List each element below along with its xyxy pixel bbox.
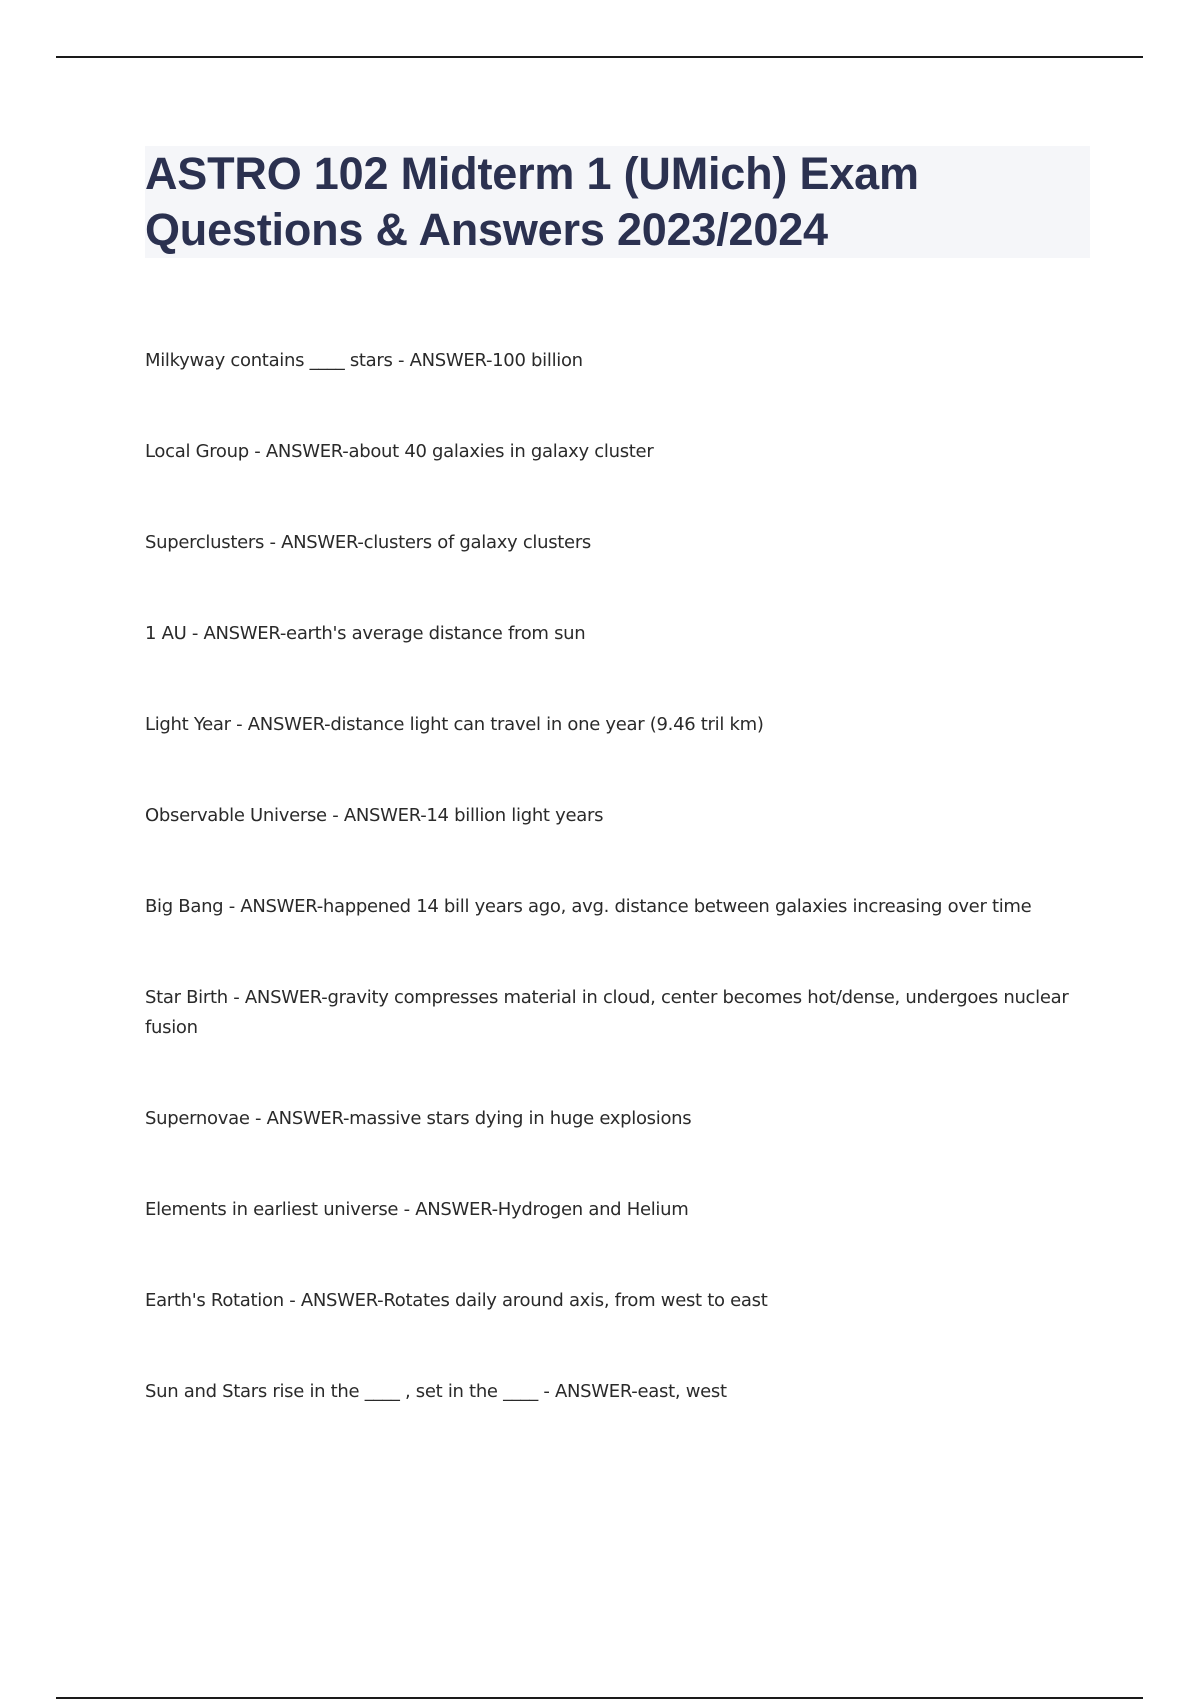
qa-item: 1 AU - ANSWER-earth's average distance from sun [145,623,586,644]
qa-item: Observable Universe - ANSWER-14 billion light years [145,805,604,826]
qa-item: Supernovae - ANSWER-massive stars dying in huge explosions [145,1108,692,1129]
title-block [145,146,1090,258]
qa-item: Big Bang - ANSWER-happened 14 bill years ago, avg. distance between galaxies increasing over time [145,896,1032,917]
bottom-divider [56,1697,1143,1699]
document-title: ASTRO 102 Midterm 1 (UMich) Exam Questions & Answers 2023/2024 [145,148,919,255]
qa-item: Superclusters - ANSWER-clusters of galaxy clusters [145,532,592,553]
qa-item: Earth's Rotation - ANSWER-Rotates daily around axis, from west to east [145,1290,768,1311]
top-divider [56,56,1143,58]
qa-item: Local Group - ANSWER-about 40 galaxies in galaxy cluster [145,441,654,462]
qa-item: Elements in earliest universe - ANSWER-Hydrogen and Helium [145,1199,689,1220]
qa-item: Sun and Stars rise in the ____ , set in the ____ - ANSWER-east, west [145,1381,727,1402]
qa-item: Light Year - ANSWER-distance light can travel in one year (9.46 tril km) [145,714,764,735]
qa-item: Star Birth - ANSWER-gravity compresses material in cloud, center becomes hot/dense, undergoes nuclear fusion [145,987,1069,1038]
qa-item: Milkyway contains ____ stars - ANSWER-100 billion [145,350,583,371]
